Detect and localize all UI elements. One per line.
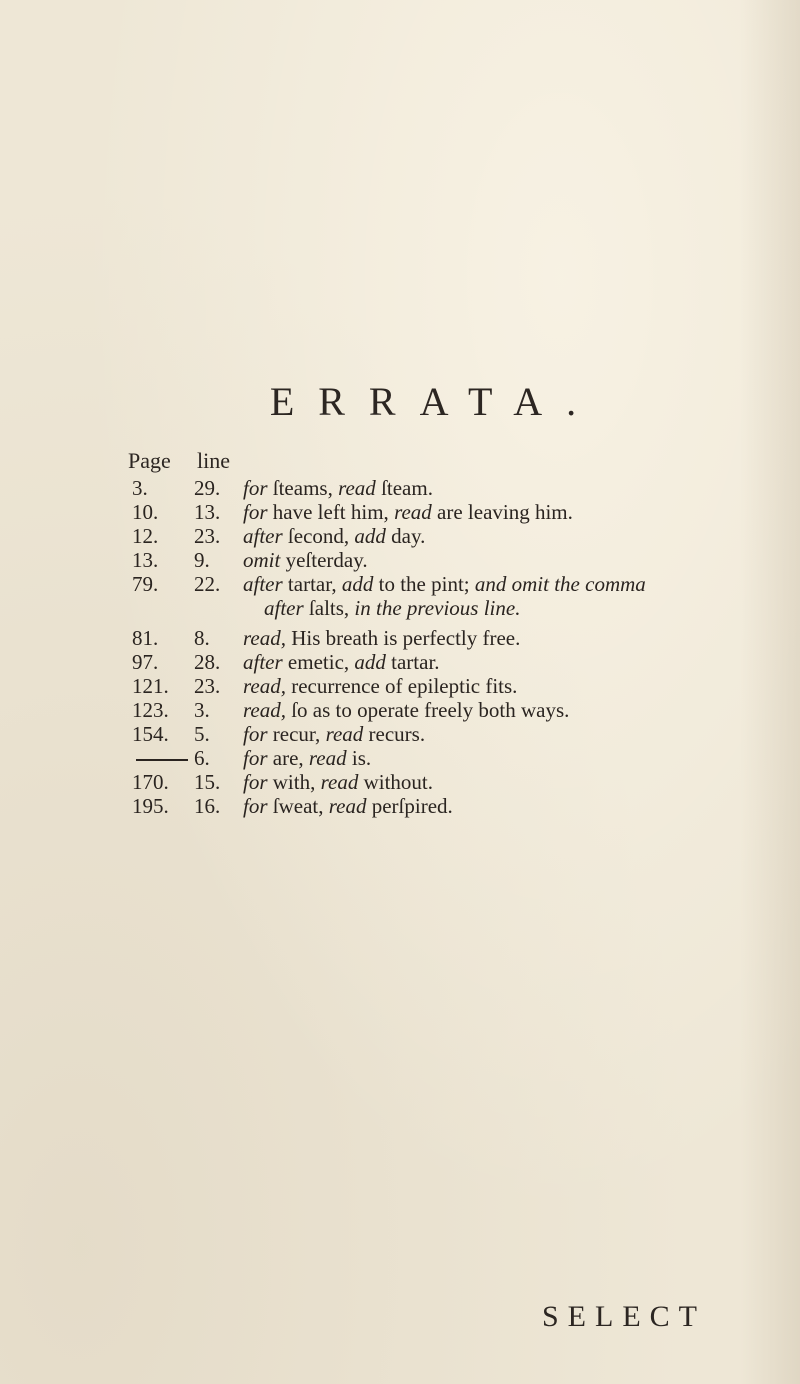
line-number: 22.: [194, 572, 221, 596]
errata-list: [0, 476, 800, 818]
line-number: 3.: [194, 698, 210, 722]
instruction-word: for: [243, 722, 268, 746]
instruction-word: read: [325, 722, 364, 746]
correction-fragment: is.: [346, 746, 372, 770]
errata-entry: [0, 626, 800, 650]
instruction-word: add: [354, 650, 386, 674]
line-number: 9.: [194, 548, 210, 572]
errata-entry: [0, 572, 800, 596]
errata-entry: [0, 524, 800, 548]
ditto-dash: [136, 759, 188, 761]
correction-text: [243, 698, 569, 722]
correction-text: [264, 596, 520, 620]
page-number: 81.: [132, 626, 159, 650]
correction-fragment: are,: [267, 746, 309, 770]
correction-fragment: emetic,: [282, 650, 355, 674]
correction-fragment: His breath is perfectly free.: [285, 626, 521, 650]
instruction-word: read: [308, 746, 347, 770]
page-number: 13.: [132, 548, 159, 572]
instruction-word: in the previous line.: [354, 596, 521, 620]
errata-continuation-line: [0, 596, 800, 620]
instruction-word: read: [328, 794, 367, 818]
correction-text: [243, 626, 520, 650]
instruction-word: for: [243, 476, 268, 500]
errata-entry: [0, 650, 800, 674]
instruction-word: read: [394, 500, 432, 524]
instruction-word: read,: [243, 626, 286, 650]
instruction-word: for: [243, 794, 268, 818]
page-number: 170.: [132, 770, 169, 794]
page-number: 154.: [132, 722, 169, 746]
correction-fragment: ſweat,: [267, 794, 329, 818]
correction-text: [243, 650, 440, 674]
instruction-word: for: [243, 746, 268, 770]
line-number: 23.: [194, 524, 221, 548]
page-number: 10.: [132, 500, 159, 524]
line-number: 6.: [194, 746, 210, 770]
line-number: 29.: [194, 476, 221, 500]
correction-fragment: are leaving him.: [431, 500, 573, 524]
page-number: 97.: [132, 650, 159, 674]
instruction-word: read,: [243, 674, 286, 698]
instruction-word: read,: [243, 698, 286, 722]
instruction-word: after: [243, 572, 283, 596]
correction-text: [243, 746, 371, 770]
catchword: SELECT: [542, 1300, 706, 1333]
correction-text: [243, 674, 517, 698]
correction-fragment: day.: [385, 524, 426, 548]
instruction-word: and omit the comma: [474, 572, 646, 596]
line-number: 8.: [194, 626, 210, 650]
page-number: 123.: [132, 698, 169, 722]
correction-text: [243, 548, 368, 572]
line-number: 28.: [194, 650, 221, 674]
errata-entry: [0, 548, 800, 572]
errata-entry: [0, 722, 800, 746]
instruction-word: add: [354, 524, 386, 548]
correction-text: [243, 722, 425, 746]
column-header-page: Page: [128, 448, 171, 473]
errata-heading: ERRATA.: [269, 379, 601, 424]
line-number: 13.: [194, 500, 221, 524]
correction-text: [243, 794, 453, 818]
column-header-line: line: [197, 448, 230, 473]
correction-fragment: ſecond,: [282, 524, 355, 548]
correction-text: [243, 500, 573, 524]
correction-fragment: have left him,: [267, 500, 395, 524]
correction-fragment: recurs.: [363, 722, 426, 746]
correction-fragment: ſteams,: [267, 476, 339, 500]
errata-entry: [0, 476, 800, 500]
instruction-word: after: [243, 524, 283, 548]
correction-text: [243, 524, 425, 548]
instruction-word: after: [243, 650, 283, 674]
correction-fragment: to the pint;: [373, 572, 475, 596]
errata-entry: [0, 770, 800, 794]
line-number: 16.: [194, 794, 221, 818]
line-number: 5.: [194, 722, 210, 746]
correction-text: [243, 572, 646, 596]
page-number: 195.: [132, 794, 169, 818]
instruction-word: add: [341, 572, 374, 596]
errata-entry: [0, 794, 800, 818]
correction-fragment: ſo as to operate freely both ways.: [285, 698, 570, 722]
correction-fragment: ſteam.: [375, 476, 433, 500]
correction-fragment: ſalts,: [303, 596, 355, 620]
line-number: 15.: [194, 770, 221, 794]
errata-entry: [0, 698, 800, 722]
instruction-word: omit: [243, 548, 281, 572]
correction-fragment: yeſterday.: [280, 548, 368, 572]
page-number: 79.: [132, 572, 159, 596]
errata-entry: [0, 500, 800, 524]
instruction-word: after: [264, 596, 304, 620]
instruction-word: for: [243, 770, 268, 794]
errata-entry: [0, 746, 800, 770]
correction-fragment: tartar.: [385, 650, 440, 674]
correction-text: [243, 770, 433, 794]
correction-fragment: recurrence of epileptic fits.: [285, 674, 518, 698]
correction-fragment: tartar,: [282, 572, 342, 596]
correction-fragment: perſpired.: [366, 794, 453, 818]
instruction-word: for: [243, 500, 268, 524]
correction-text: [243, 476, 433, 500]
correction-fragment: with,: [267, 770, 321, 794]
correction-fragment: without.: [358, 770, 433, 794]
page-number: 3.: [132, 476, 148, 500]
page-number: [132, 746, 192, 770]
line-number: 23.: [194, 674, 221, 698]
instruction-word: read: [320, 770, 359, 794]
page-number: 12.: [132, 524, 159, 548]
instruction-word: read: [338, 476, 376, 500]
page-number: 121.: [132, 674, 169, 698]
correction-fragment: recur,: [267, 722, 326, 746]
errata-entry: [0, 674, 800, 698]
